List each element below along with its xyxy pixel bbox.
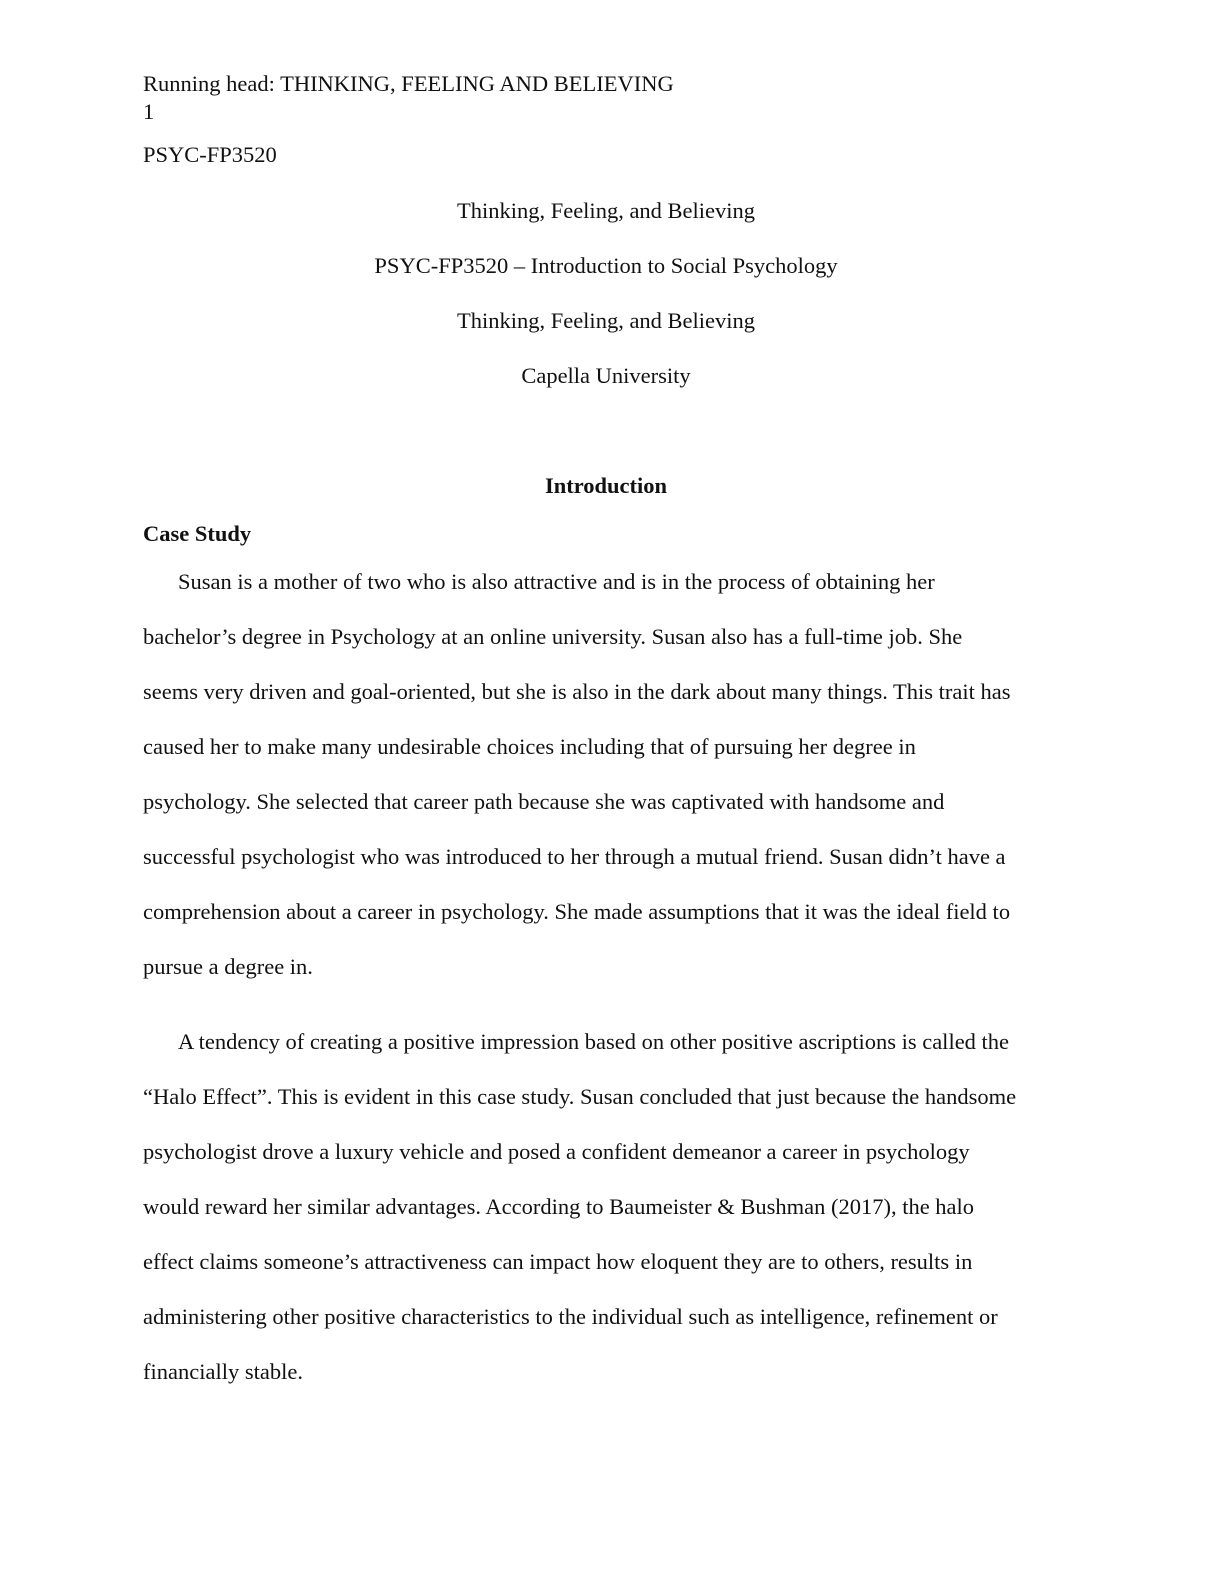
paragraph-line: pursue a degree in.: [143, 954, 313, 979]
paragraph-line: bachelor’s degree in Psychology at an online university. Susan also has a full-time job. She: [143, 624, 963, 649]
title-line: Capella University: [521, 363, 691, 388]
paragraph-line: financially stable.: [143, 1359, 303, 1384]
title-line: Thinking, Feeling, and Believing: [456, 308, 756, 333]
running-head: Running head: THINKING, FEELING AND BELIEVING: [143, 71, 674, 96]
paragraph-line: psychology. She selected that career path because she was captivated with handsome and: [143, 789, 945, 814]
title-line: Thinking, Feeling, and Believing: [456, 198, 756, 223]
page-number: 1: [143, 99, 155, 124]
paragraph-line: seems very driven and goal-oriented, but she is also in the dark about many things. This trait has: [143, 679, 1011, 704]
paragraph-line: A tendency of creating a positive impression based on other positive ascriptions is called the: [178, 1029, 1010, 1054]
paragraph-line: Susan is a mother of two who is also attractive and is in the process of obtaining her: [178, 569, 935, 594]
paragraph-line: successful psychologist who was introduced to her through a mutual friend. Susan didn’t have a: [143, 844, 1006, 869]
body-paragraph: [143, 554, 1083, 994]
course-code: PSYC-FP3520: [143, 142, 277, 167]
title-block: [0, 197, 1212, 417]
paragraph-line: comprehension about a career in psychology. She made assumptions that it was the ideal field to: [143, 899, 1011, 924]
paragraph-line: effect claims someone’s attractiveness can impact how eloquent they are to others, results in: [143, 1249, 973, 1274]
title-line: PSYC-FP3520 – Introduction to Social Psychology: [374, 253, 838, 278]
body-paragraph: [143, 1014, 1083, 1399]
introduction-heading: Introduction: [544, 473, 668, 498]
paragraph-line: would reward her similar advantages. According to Baumeister & Bushman (2017), the halo: [143, 1194, 975, 1219]
paragraph-line: administering other positive characteristics to the individual such as intelligence, refinement or: [143, 1304, 998, 1329]
paragraph-line: caused her to make many undesirable choices including that of pursuing her degree in: [143, 734, 916, 759]
paragraph-line: psychologist drove a luxury vehicle and posed a confident demeanor a career in psychology: [143, 1139, 970, 1164]
paragraph-line: “Halo Effect”. This is evident in this case study. Susan concluded that just because the handsome: [143, 1084, 1017, 1109]
case-study-heading: Case Study: [143, 521, 252, 546]
